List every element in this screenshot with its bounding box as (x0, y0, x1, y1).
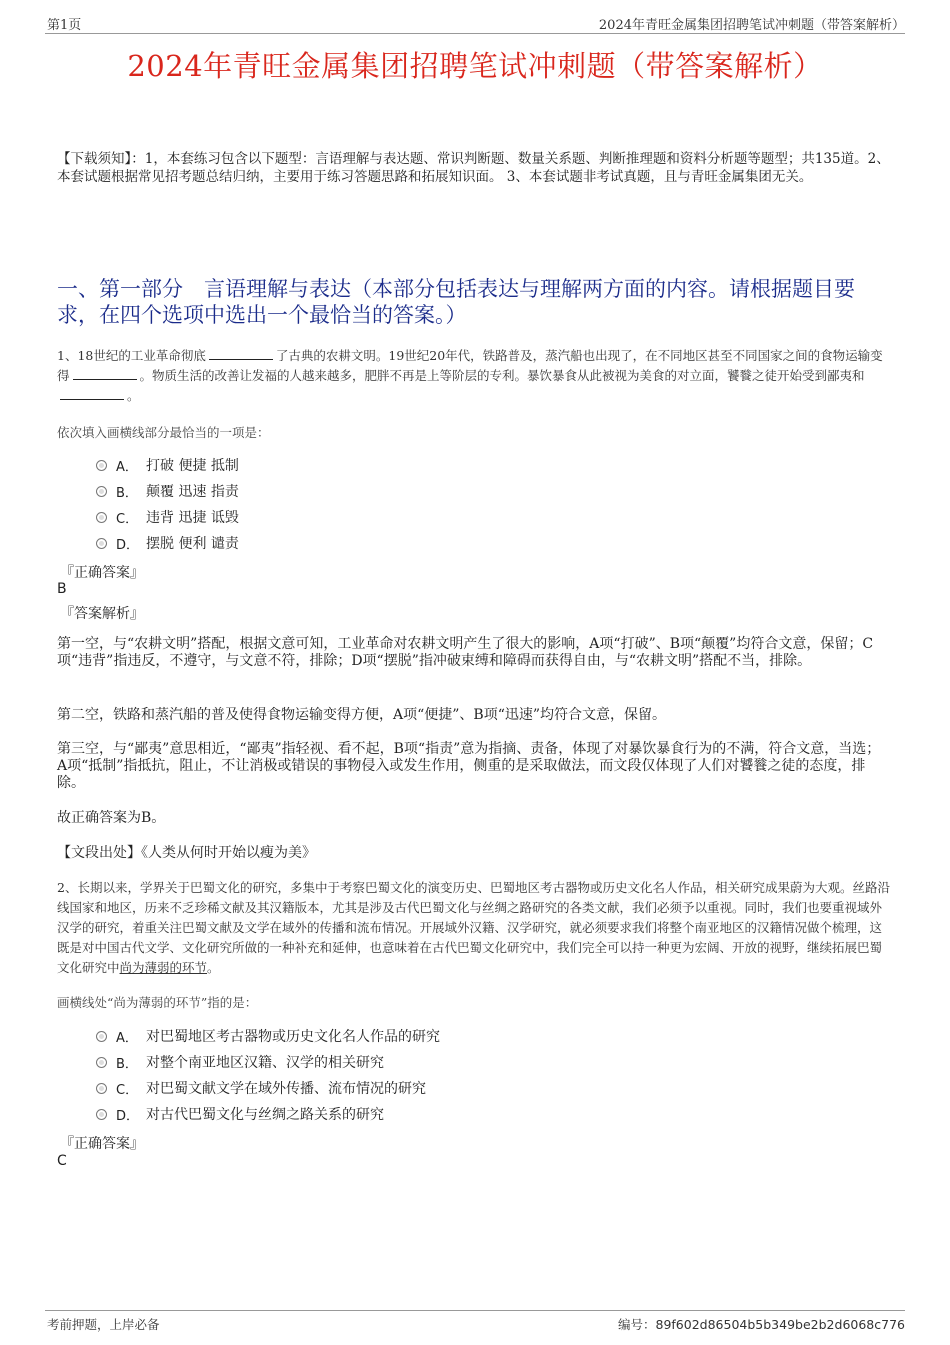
radio-icon[interactable] (96, 538, 107, 549)
analysis-label: 『答案解析』 (60, 606, 144, 622)
option-c[interactable] (96, 1075, 440, 1101)
question-2-passage-end: 。 (207, 960, 220, 975)
correct-answer-value: B (57, 581, 67, 597)
page-number: 第1页 (47, 18, 82, 33)
question-2-prompt: 画横线处“尚为薄弱的环节”指的是： (57, 995, 258, 1010)
footer-divider (45, 1310, 905, 1311)
radio-icon[interactable] (96, 1083, 107, 1094)
question-1-prompt: 依次填入画横线部分最恰当的一项是： (57, 425, 270, 440)
option-letter: D． (116, 537, 140, 553)
question-2-passage: 2、长期以来，学界关于巴蜀文化的研究，多集中于考察巴蜀文化的演变历史、巴蜀地区考古器物或历史文化名人作品，相关研究成果蔚为大观。丝路沿线国家和地区，历来不乏珍稀文献及其汉籍版本，尤其是涉及古代巴蜀文化与丝绸之路研究的各类文献，我们必须予以重视。同时，我们也要重视域外汉学的研究，着重关注巴蜀文献及文学在域外的传播和流布情况。开展域外汉籍、汉学研究，就必须要求我们将整个南亚地区的汉籍情况做个梳理，这既是对中国古代文学、文化研究所做的一种补充和延伸，也意味着在古代巴蜀文化研究中，我们完全可以持一种更为宏阔、开放的视野，继续拓展巴蜀文化研究中 (57, 880, 890, 975)
correct-answer-label: 『正确答案』 (60, 565, 144, 581)
question-1-part-1: 1、18世纪的工业革命彻底 (57, 348, 206, 363)
footer-slogan: 考前押题，上岸必备 (47, 1317, 160, 1332)
radio-icon[interactable] (96, 1031, 107, 1042)
option-a[interactable] (96, 452, 239, 478)
option-letter: C． (116, 1082, 139, 1098)
question-2-text (57, 878, 890, 978)
underlined-phrase: 尚为薄弱的环节 (119, 960, 208, 975)
option-text: 打破 便捷 抵制 (146, 458, 239, 474)
analysis-conclusion: 故正确答案为B。 (57, 810, 166, 826)
option-text: 对整个南亚地区汉籍、汉学的相关研究 (146, 1055, 384, 1071)
analysis-paragraph-2: 第二空，铁路和蒸汽船的普及使得食物运输变得方便，A项“便捷”、B项“迅速”均符合文意，保留。 (57, 707, 667, 723)
option-letter: D． (116, 1108, 140, 1124)
option-text: 对巴蜀文献文学在域外传播、流布情况的研究 (146, 1081, 426, 1097)
passage-source: 【文段出处】《人类从何时开始以瘦为美》 (57, 845, 316, 861)
radio-icon[interactable] (96, 1109, 107, 1120)
option-letter: A． (116, 1030, 138, 1046)
option-text: 对古代巴蜀文化与丝绸之路关系的研究 (146, 1107, 384, 1123)
option-d[interactable] (96, 1101, 440, 1127)
option-text: 违背 迅捷 诋毁 (146, 510, 239, 526)
fill-blank-1 (209, 347, 273, 360)
question-1-part-4: 。 (127, 388, 140, 403)
option-letter: B． (116, 485, 138, 501)
correct-answer-label: 『正确答案』 (60, 1136, 144, 1152)
option-a[interactable] (96, 1023, 440, 1049)
option-text: 摆脱 便利 谴责 (146, 536, 239, 552)
correct-answer-value: C (57, 1153, 67, 1169)
question-1-options (96, 452, 239, 556)
option-text: 颠覆 迅速 指责 (146, 484, 239, 500)
option-b[interactable] (96, 478, 239, 504)
radio-icon[interactable] (96, 1057, 107, 1068)
download-notice: 【下载须知】：1，本套练习包含以下题型：言语理解与表达题、常识判断题、数量关系题、判断推理题和资料分析题等题型；共135道。2、本套试题根据常见招考题总结归纳，主要用于练习答题思路和拓展知识面。 3、本套试题非考试真题，且与青旺金属集团无关。 (57, 151, 890, 185)
option-d[interactable] (96, 530, 239, 556)
question-2-options (96, 1023, 440, 1127)
document-id (618, 1315, 905, 1333)
radio-icon[interactable] (96, 512, 107, 523)
question-1-text (57, 346, 890, 406)
page-title: 2024年青旺金属集团招聘笔试冲刺题（带答案解析） (127, 49, 823, 83)
document-id-value: 89f602d86504b5b349be2b2d6068c776 (655, 1317, 905, 1332)
option-letter: B． (116, 1056, 138, 1072)
analysis-paragraph-3: 第三空，与“鄙夷”意思相近，“鄙夷”指轻视、看不起，B项“指责”意为指摘、责备，体现了对暴饮暴食行为的不满，符合文意，当选；A项“抵制”指抵抗，阻止，不让消极或错误的事物侵入或发生作用，侧重的是采取做法，而文段仅体现了人们对饕餮之徒的态度，排除。 (57, 741, 881, 791)
document-id-label: 编号： (617, 1317, 656, 1332)
option-text: 对巴蜀地区考古器物或历史文化名人作品的研究 (146, 1029, 440, 1045)
fill-blank-3 (60, 387, 124, 400)
option-letter: A． (116, 459, 138, 475)
header-divider (45, 33, 905, 34)
option-c[interactable] (96, 504, 239, 530)
question-1-part-2: 了古典的农耕文明。19世纪20年代，铁路普及，蒸汽船也出现了，在不同地区甚至不同国家之间的食物运输变得 (57, 348, 883, 383)
section-heading: 一、第一部分 言语理解与表达（本部分包括表达与理解两方面的内容。请根据题目要求，在四个选项中选出一个最恰当的答案。） (57, 277, 855, 327)
radio-icon[interactable] (96, 460, 107, 471)
fill-blank-2 (73, 367, 137, 380)
analysis-paragraph-1: 第一空，与“农耕文明”搭配，根据文意可知，工业革命对农耕文明产生了很大的影响，A项“打破”、B项“颠覆”均符合文意，保留；C项“违背”指违反，不遵守，与文意不符，排除；D项“摆脱”指冲破束缚和障碍而获得自由，与“农耕文明”搭配不当，排除。 (57, 636, 874, 669)
radio-icon[interactable] (96, 486, 107, 497)
header-doc-title: 2024年青旺金属集团招聘笔试冲刺题（带答案解析） (598, 18, 905, 33)
option-letter: C． (116, 511, 139, 527)
question-1-part-3: 。物质生活的改善让发福的人越来越多，肥胖不再是上等阶层的专利。暴饮暴食从此被视为美食的对立面，饕餮之徒开始受到鄙夷和 (139, 368, 865, 383)
option-b[interactable] (96, 1049, 440, 1075)
